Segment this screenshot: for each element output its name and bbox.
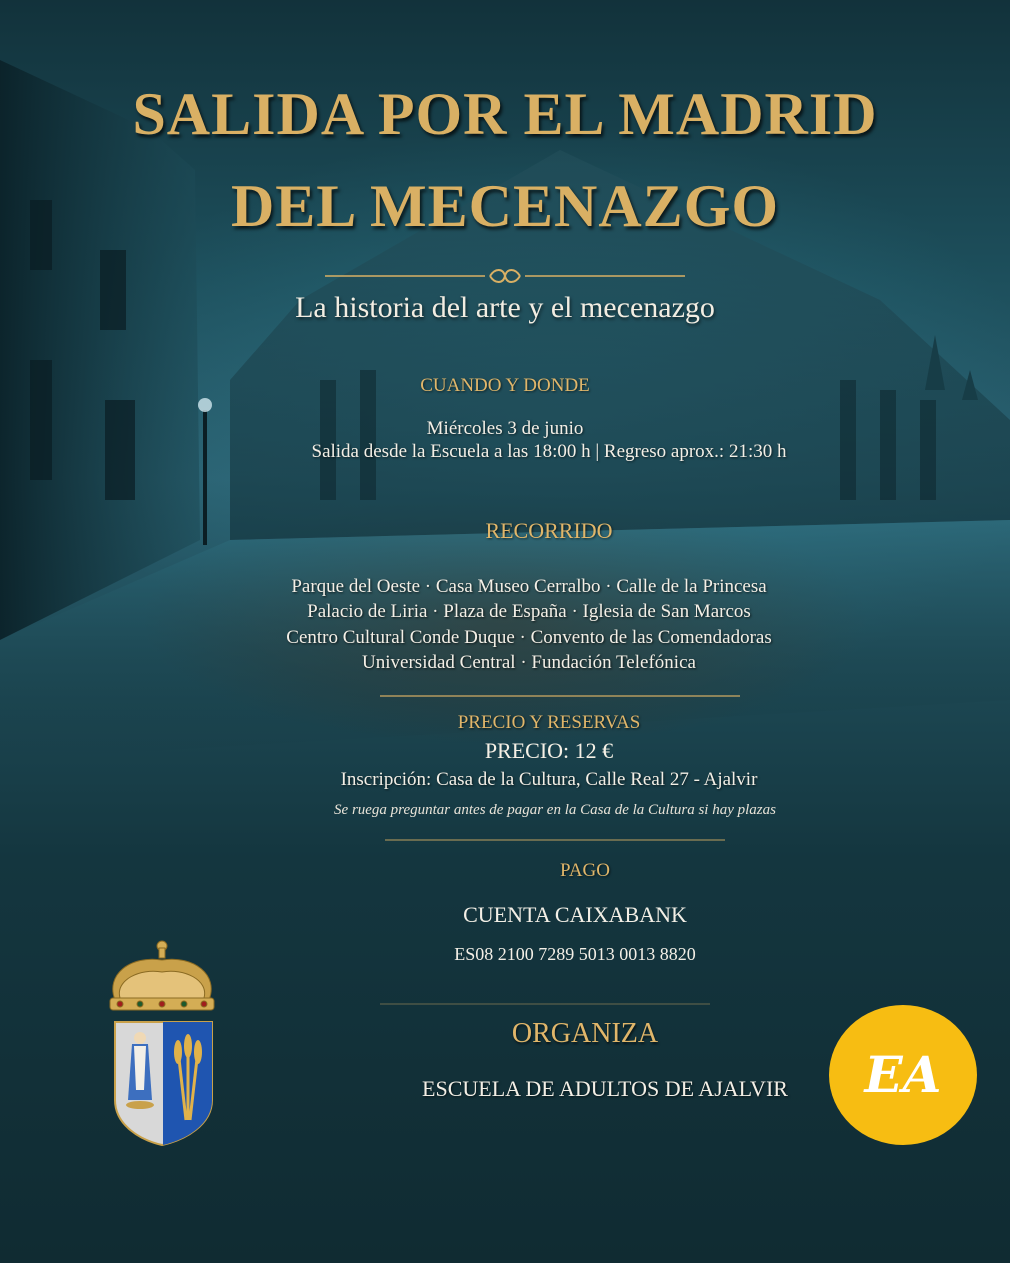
subtitle: La historia del arte y el mecenazgo <box>295 291 715 324</box>
account-name: CUENTA CAIXABANK <box>463 902 687 927</box>
route-line-3: Centro Cultural Conde Duque · Convento de las Comendadoras <box>286 627 772 648</box>
recorrido-heading: RECORRIDO <box>485 518 613 543</box>
divider-line <box>385 838 725 842</box>
divider-line <box>380 694 740 698</box>
logo-text: EA <box>864 1045 942 1104</box>
route-line-4: Universidad Central · Fundación Telefónica <box>362 652 696 673</box>
iban-number: ES08 2100 7289 5013 0013 8820 <box>454 944 696 964</box>
precio-value: PRECIO: 12 € <box>484 738 614 763</box>
route-line-2: Palacio de Liria · Plaza de España · Iglesia de San Marcos <box>307 601 751 622</box>
ajalvir-coat-of-arms-icon <box>100 940 225 1150</box>
route-line-1: Parque del Oeste · Casa Museo Cerralbo · Calle de la Princesa <box>291 576 767 597</box>
cuando-schedule: Salida desde la Escuela a las 18:00 h | Regreso aprox.: 21:30 h <box>311 441 787 462</box>
precio-note: Se ruega preguntar antes de pagar en la Casa de la Cultura si hay plazas <box>334 802 776 818</box>
title-line-2: DEL MECENAZGO <box>230 173 780 239</box>
precio-heading: PRECIO Y RESERVAS <box>457 712 641 733</box>
title-line-1: SALIDA POR EL MADRID <box>132 81 878 147</box>
inscripcion-text: Inscripción: Casa de la Cultura, Calle Real 27 - Ajalvir <box>340 769 758 790</box>
divider-line <box>380 1002 710 1006</box>
ornament-divider <box>325 266 685 286</box>
escuela-adultos-logo <box>829 1005 977 1145</box>
cuando-date: Miércoles 3 de junio <box>426 418 584 439</box>
organiza-heading: ORGANIZA <box>511 1018 659 1049</box>
pago-heading: PAGO <box>560 860 610 881</box>
organizer-name: ESCUELA DE ADULTOS DE AJALVIR <box>422 1076 788 1101</box>
cuando-heading: CUANDO Y DONDE <box>420 375 590 396</box>
